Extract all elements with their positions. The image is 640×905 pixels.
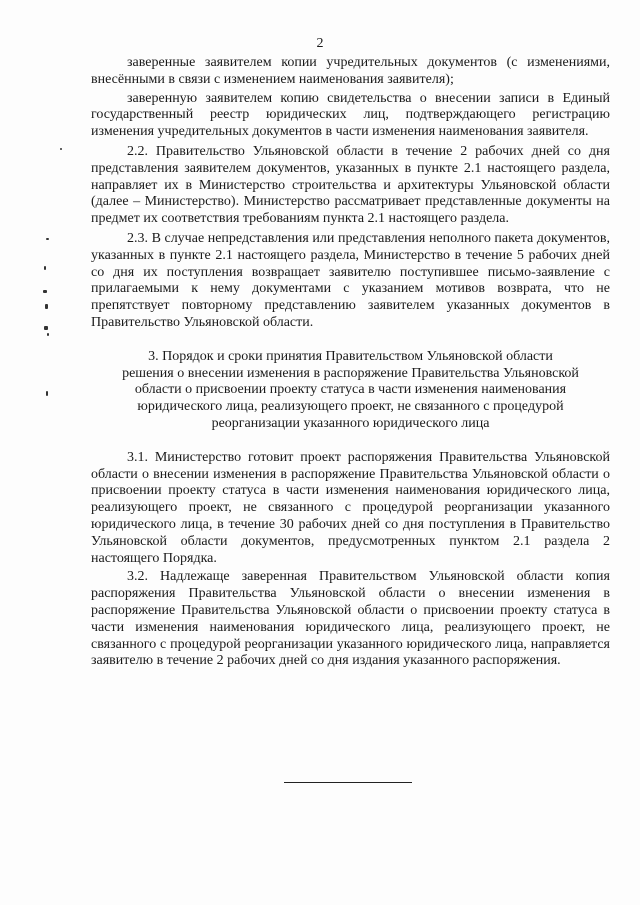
scan-speck	[60, 148, 62, 150]
section-3-heading	[91, 349, 610, 433]
scan-speck	[45, 304, 48, 309]
document-body	[91, 55, 610, 670]
paragraph-2-3: 2.3. В случае непредставления или представления неполного пакета документов, указанных в пункте 2.1 настоящего раздела, Министерство в течение 5 рабочих дней со дня их поступления возвращает заявителю поступившее письмо-заявление с прилагаемыми к нему документами с указанием мотивов возврата, что не препятствует повторному представлению заявителем указанных документов в Правительство Ульяновской области.	[91, 230, 610, 330]
page-number: 2	[316, 36, 324, 51]
paragraph-3-2: 3.2. Надлежаще заверенная Правительством Ульяновской области копия распоряжения Правительства Ульяновской области о внесении изменения в распоряжение Правительства Ульяновской области о присвоении проекту статуса в части изменения наименования юридического лица, реализующего проект, не связанного с процедурой реорганизации указанного юридического лица, направляется заявителю в течение 2 рабочих дней со дня издания указанного распоряжения.	[91, 569, 610, 669]
paragraph-2-2: 2.2. Правительство Ульяновской области в течение 2 рабочих дней со дня представления заявителем документов, указанных в пункте 2.1 настоящего раздела, направляет их в Министерство строительства и архитектуры Ульяновской области (далее – Министерство). Министерство рассматривает представленные документы на предмет их соответствия требованиям пункта 2.1 настоящего раздела.	[91, 143, 610, 227]
section-3-heading-line: 3. Порядок и сроки принятия Правительством Ульяновской области	[148, 348, 553, 364]
section-3-heading-line: юридического лица, реализующего проект, не связанного с процедурой	[137, 399, 564, 415]
scan-speck	[47, 333, 49, 336]
paragraph-copies-of-charter: заверенные заявителем копии учредительных документов (с изменениями, внесёнными в связи с изменением наименования заявителя);	[91, 55, 610, 87]
scan-speck	[43, 290, 47, 293]
section-3-heading-line: решения о внесении изменения в распоряжение Правительства Ульяновской	[122, 365, 579, 381]
section-3-heading-line: области о присвоении проекту статуса в части изменения наименования	[134, 382, 567, 398]
scan-speck	[44, 326, 48, 330]
scan-speck	[46, 391, 48, 396]
closing-divider-line	[284, 782, 412, 783]
paragraph-registry-certificate: заверенную заявителем копию свидетельства о внесении записи в Единый государственный реестр юридических лиц, подтверждающего регистрацию изменения учредительных документов в части изменения наименования заявителя.	[91, 90, 610, 140]
scan-speck	[44, 266, 46, 270]
paragraph-3-1: 3.1. Министерство готовит проект распоряжения Правительства Ульяновской области о внесении изменения в распоряжение Правительства Ульяновской области о присвоении проекту статуса в части изменения наименования юридического лица, реализующего проект, не связанного с процедурой реорганизации указанного юридического лица, в течение 30 рабочих дней со дня поступления в Правительство Ульяновской области документов, предусмотренных пунктом 2.1 раздела 2 настоящего Порядка.	[91, 449, 610, 566]
section-3-heading-line: реорганизации указанного юридического лица	[211, 415, 490, 431]
scan-speck	[46, 238, 49, 240]
